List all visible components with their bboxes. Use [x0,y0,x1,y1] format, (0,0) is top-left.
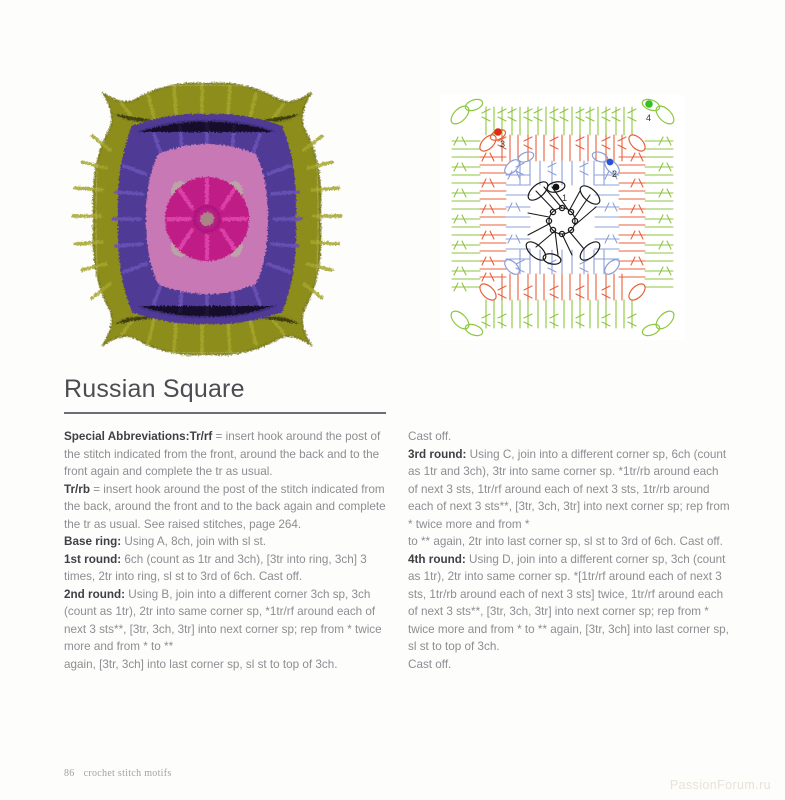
round-1-label-text: 1st round: [64,552,122,566]
round-3-label-text: 3rd round: [408,447,467,461]
paragraph-round-3 [408,446,730,534]
abbrev-trrf-text: = insert hook around the post of the stitch indicated from the front, around the back and to the front again and complete the tr as usual. [64,430,381,478]
special-abbreviations-label: Special Abbreviations: [64,430,190,443]
round-3-label: 3 [500,139,506,149]
round-4-dot [645,100,653,108]
paragraph-abbrev-trrb [64,481,394,534]
paragraph-base-ring [64,533,394,551]
watermark: PassionForum.ru [669,778,771,792]
round-4-text: Using D, join into a different corner sp, 3ch (count as 1tr), 2tr into same corner sp. *[1tr/rf around each of next 3 sts, 1tr/rb around each of next 3 sts] twice, 1tr/rf around each of next 3 sts**, [3tr, 3ch, 3tr] into next corner sp; rep from * twice more and from * to ** again, [3tr, 3ch] into last corner sp, sl st to top of 3ch. [408,552,729,653]
round-3-text: Using C, join into a different corner sp, 6ch (count as 1tr and 3ch), 3tr into same corner sp. *1tr/rb around each of next 3 sts, 1tr/rf around each of next 3 sts, 1tr/rb around each of next 3 sts**, [3tr, 3ch, 3tr] into next corner sp; rep from * twice more and from * [408,447,730,531]
round-3-dot [494,128,502,136]
paragraph-cast-off-round-4: Cast off. [408,657,452,671]
stitch-chart-svg [440,95,685,340]
paragraph-round-2 [64,586,394,656]
motif-photograph [62,74,352,364]
round-4-label-text: 4th round: [408,552,466,566]
abbrev-trrb-term: Tr/rb [64,482,90,496]
round-4-label: 4 [646,113,652,123]
round-1-dot [553,184,560,191]
round-2-label-text: 2nd round: [64,587,126,601]
round-1-label: 1 [562,193,568,203]
instructions-left-column [64,428,394,673]
abbrev-trrb-text: = insert hook around the post of the stitch indicated from the back, around the front and to the back again and complete the tr as usual. See raised stitches, page 264. [64,482,386,531]
base-ring-text: Using A, 8ch, join with sl st. [121,535,267,548]
paragraph-round-3-continued: to ** again, 2tr into last corner sp, sl st to 3rd of 6ch. Cast off. [408,535,723,548]
folio-number: 86 [64,768,75,779]
page-footer [64,768,172,779]
stitch-chart-diagram [440,95,685,340]
paragraph-round-4 [408,551,730,656]
round-2-text: Using B, join into a different corner 3ch sp, 3ch (count as 1tr), 2tr into same corner sp, *1tr/rf around each of next 3 sts**, [3tr, 3ch, 3tr] into next corner sp; rep from * twice more and from * to ** [64,587,382,653]
instructions-right-column [408,428,730,673]
base-ring-label: Base ring: [64,535,122,548]
paragraph-round-1 [64,551,394,586]
page-title: Russian Square [64,375,245,403]
abbrev-trrf-term: Tr/rf [189,430,213,443]
motif-photo-svg [62,74,352,364]
paragraph-round-2-continued: again, [3tr, 3ch] into last corner sp, sl st to top of 3ch. [64,657,338,671]
paragraph-special-abbreviations [64,428,394,481]
round-2-dot [607,159,614,166]
title-rule [64,412,386,414]
folio-chapter-title: crochet stitch motifs [83,768,172,779]
round-2-label: 2 [612,169,618,179]
paragraph-cast-off-round-2: Cast off. [408,430,452,443]
round-1-text: 6ch (count as 1tr and 3ch), [3tr into ring, 3ch] 3 times, 2tr into ring, sl st to 3rd of 6ch. Cast off. [64,552,367,583]
